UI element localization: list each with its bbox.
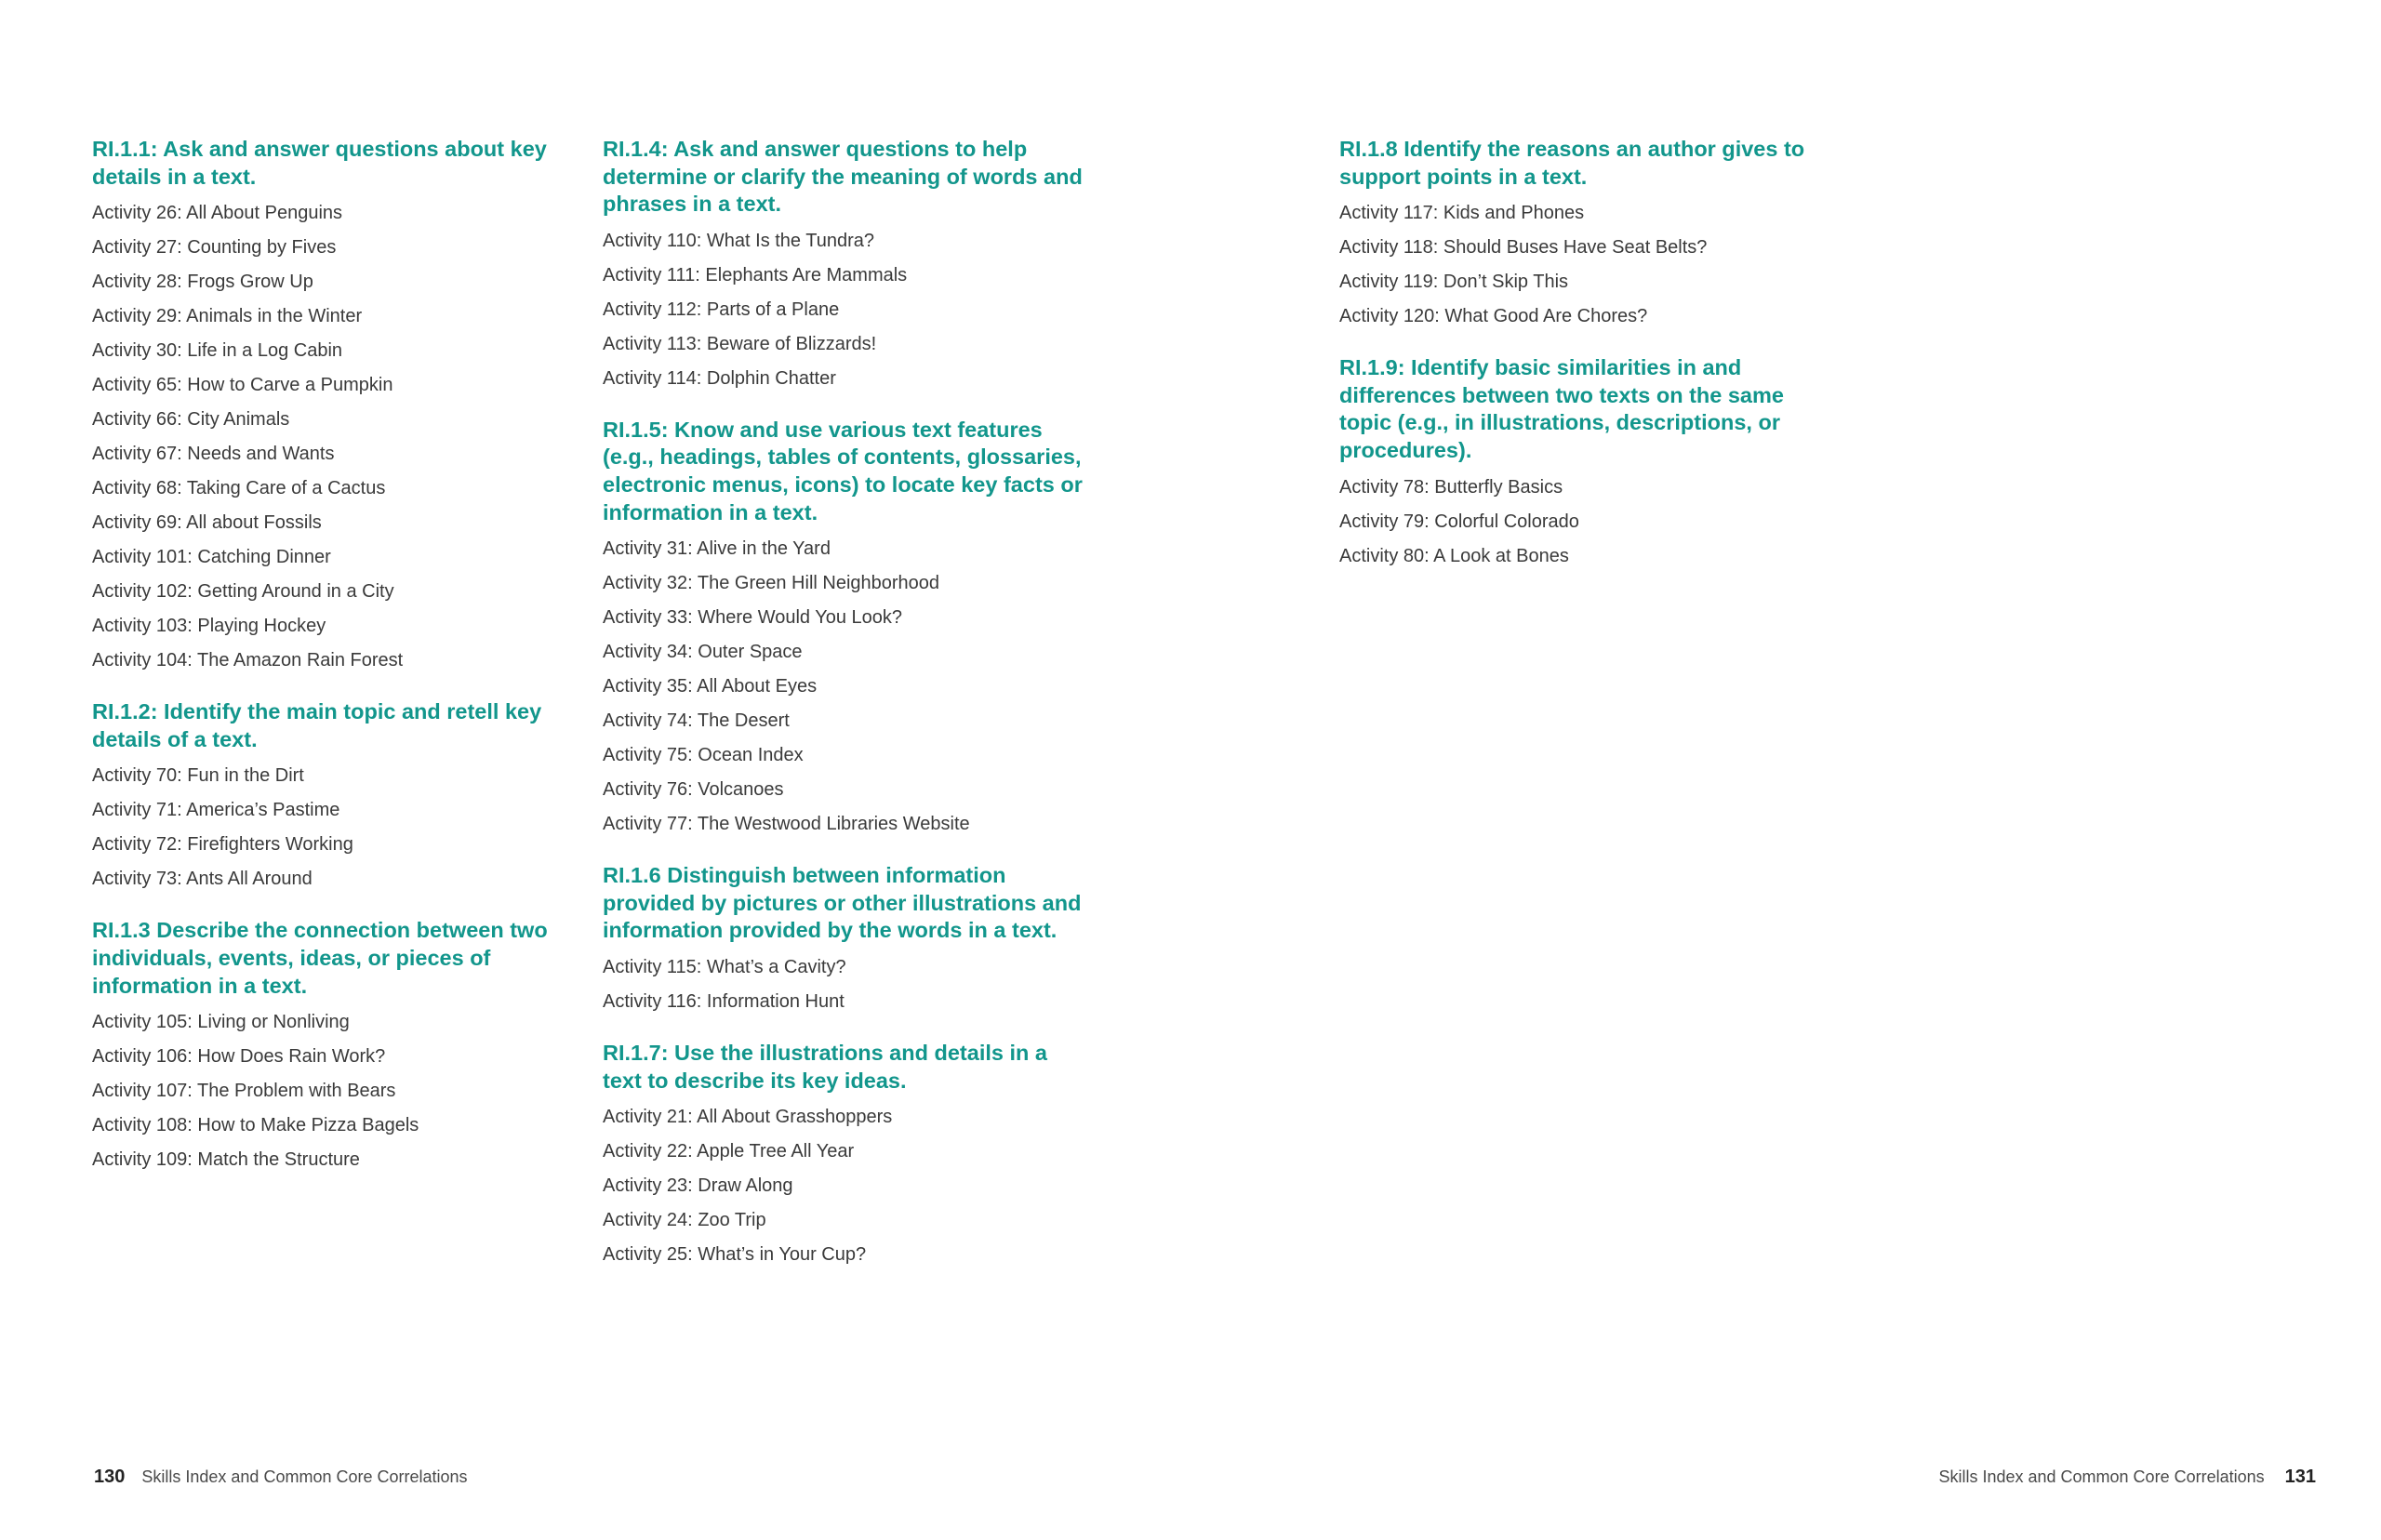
activity-list: [92, 196, 566, 678]
right-page-column-1: [1339, 136, 1823, 594]
standard-heading: RI.1.2: Identify the main topic and retell key details of a text.: [92, 699, 542, 751]
activity-item: Activity 21: All About Grasshoppers: [603, 1107, 893, 1128]
activity-item: Activity 105: Living or Nonliving: [92, 1012, 350, 1033]
standard-section: [92, 698, 566, 896]
activity-item: Activity 33: Where Would You Look?: [603, 607, 903, 629]
activity-item: Activity 120: What Good Are Chores?: [1339, 306, 1648, 327]
activity-item: Activity 26: All About Penguins: [92, 203, 343, 224]
standard-heading: RI.1.9: Identify basic similarities in and differences between two texts on the same topic (e.g., in illustrations, descriptions, or procedures).: [1339, 355, 1784, 462]
activity-item: Activity 71: America’s Pastime: [92, 800, 340, 821]
activity-item: Activity 109: Match the Structure: [92, 1149, 360, 1171]
activity-item: Activity 77: The Westwood Libraries Website: [603, 814, 970, 835]
activity-list: [603, 224, 1086, 396]
activity-item: Activity 75: Ocean Index: [603, 745, 804, 766]
page-number-left: 130: [94, 1467, 126, 1487]
left-page-column-2: [603, 136, 1086, 1293]
activity-item: Activity 112: Parts of a Plane: [603, 299, 840, 320]
footer-right: [1938, 1467, 2316, 1488]
activity-item: Activity 104: The Amazon Rain Forest: [92, 650, 404, 671]
left-page-column-1: [92, 136, 566, 1198]
activity-item: Activity 103: Playing Hockey: [92, 616, 326, 637]
activity-item: Activity 67: Needs and Wants: [92, 444, 335, 465]
activity-list: [603, 950, 1086, 1019]
activity-item: Activity 68: Taking Care of a Cactus: [92, 478, 386, 499]
activity-item: Activity 74: The Desert: [603, 710, 790, 732]
standard-heading: RI.1.5: Know and use various text features (e.g., headings, tables of contents, glossaries, electronic menus, icons) to locate key facts or information in a text.: [603, 417, 1083, 524]
activity-item: Activity 78: Butterfly Basics: [1339, 476, 1563, 498]
activity-item: Activity 65: How to Carve a Pumpkin: [92, 375, 393, 396]
activity-item: Activity 72: Firefighters Working: [92, 834, 353, 856]
standard-section: [92, 136, 566, 678]
activity-item: Activity 31: Alive in the Yard: [603, 538, 831, 560]
activity-list: [92, 1005, 566, 1177]
activity-list: [1339, 196, 1823, 334]
activity-item: Activity 23: Draw Along: [603, 1175, 793, 1197]
standard-heading: RI.1.1: Ask and answer questions about key details in a text.: [92, 137, 547, 189]
activity-item: Activity 69: All about Fossils: [92, 512, 322, 534]
activity-item: Activity 102: Getting Around in a City: [92, 581, 394, 603]
standard-section: [603, 136, 1086, 396]
activity-list: [603, 532, 1086, 842]
activity-item: Activity 73: Ants All Around: [92, 869, 313, 890]
activity-item: Activity 70: Fun in the Dirt: [92, 765, 304, 787]
activity-item: Activity 22: Apple Tree All Year: [603, 1141, 855, 1162]
activity-item: Activity 66: City Animals: [92, 409, 290, 431]
standard-section: [603, 417, 1086, 842]
activity-item: Activity 80: A Look at Bones: [1339, 545, 1569, 566]
activity-item: Activity 107: The Problem with Bears: [92, 1081, 396, 1102]
standard-heading: RI.1.3 Describe the connection between two individuals, events, ideas, or pieces of information in a text.: [92, 918, 548, 998]
standard-heading: RI.1.7: Use the illustrations and details in a text to describe its key ideas.: [603, 1040, 1047, 1093]
activity-item: Activity 114: Dolphin Chatter: [603, 367, 836, 389]
activity-list: [1339, 471, 1823, 574]
activity-item: Activity 27: Counting by Fives: [92, 237, 337, 259]
activity-item: Activity 24: Zoo Trip: [603, 1210, 766, 1231]
standard-section: [1339, 136, 1823, 334]
activity-item: Activity 25: What’s in Your Cup?: [603, 1244, 867, 1266]
activity-item: Activity 108: How to Make Pizza Bagels: [92, 1115, 419, 1136]
activity-item: Activity 118: Should Buses Have Seat Belts?: [1339, 237, 1708, 259]
running-title-left: Skills Index and Common Core Correlations: [141, 1467, 468, 1486]
activity-list: [92, 759, 566, 896]
activity-item: Activity 101: Catching Dinner: [92, 547, 331, 568]
standard-heading: RI.1.8 Identify the reasons an author gives to support points in a text.: [1339, 137, 1805, 189]
activity-item: Activity 29: Animals in the Winter: [92, 306, 363, 327]
activity-item: Activity 116: Information Hunt: [603, 990, 845, 1012]
activity-item: Activity 110: What Is the Tundra?: [603, 230, 874, 251]
activity-item: Activity 115: What’s a Cavity?: [603, 956, 846, 977]
activity-item: Activity 28: Frogs Grow Up: [92, 272, 313, 293]
standard-section: [1339, 354, 1823, 573]
activity-item: Activity 106: How Does Rain Work?: [92, 1046, 386, 1068]
activity-item: Activity 35: All About Eyes: [603, 676, 818, 697]
running-title-right: Skills Index and Common Core Correlations: [1938, 1467, 2265, 1486]
activity-item: Activity 79: Colorful Colorado: [1339, 511, 1579, 532]
standard-heading: RI.1.6 Distinguish between information provided by pictures or other illustrations and information provided by the words in a text.: [603, 863, 1082, 943]
activity-item: Activity 34: Outer Space: [603, 642, 803, 663]
activity-item: Activity 32: The Green Hill Neighborhood: [603, 573, 940, 594]
activity-item: Activity 76: Volcanoes: [603, 779, 784, 801]
standard-section: [603, 1040, 1086, 1272]
activity-item: Activity 30: Life in a Log Cabin: [92, 340, 343, 362]
activity-item: Activity 113: Beware of Blizzards!: [603, 333, 877, 354]
standard-section: [92, 917, 566, 1177]
activity-item: Activity 119: Don’t Skip This: [1339, 272, 1569, 293]
standard-heading: RI.1.4: Ask and answer questions to help determine or clarify the meaning of words and phrases in a text.: [603, 137, 1083, 217]
activity-item: Activity 111: Elephants Are Mammals: [603, 264, 908, 285]
activity-item: Activity 117: Kids and Phones: [1339, 203, 1585, 224]
standard-section: [603, 862, 1086, 1019]
page-number-right: 131: [2284, 1467, 2316, 1487]
activity-list: [603, 1100, 1086, 1272]
footer-left: [94, 1467, 468, 1488]
